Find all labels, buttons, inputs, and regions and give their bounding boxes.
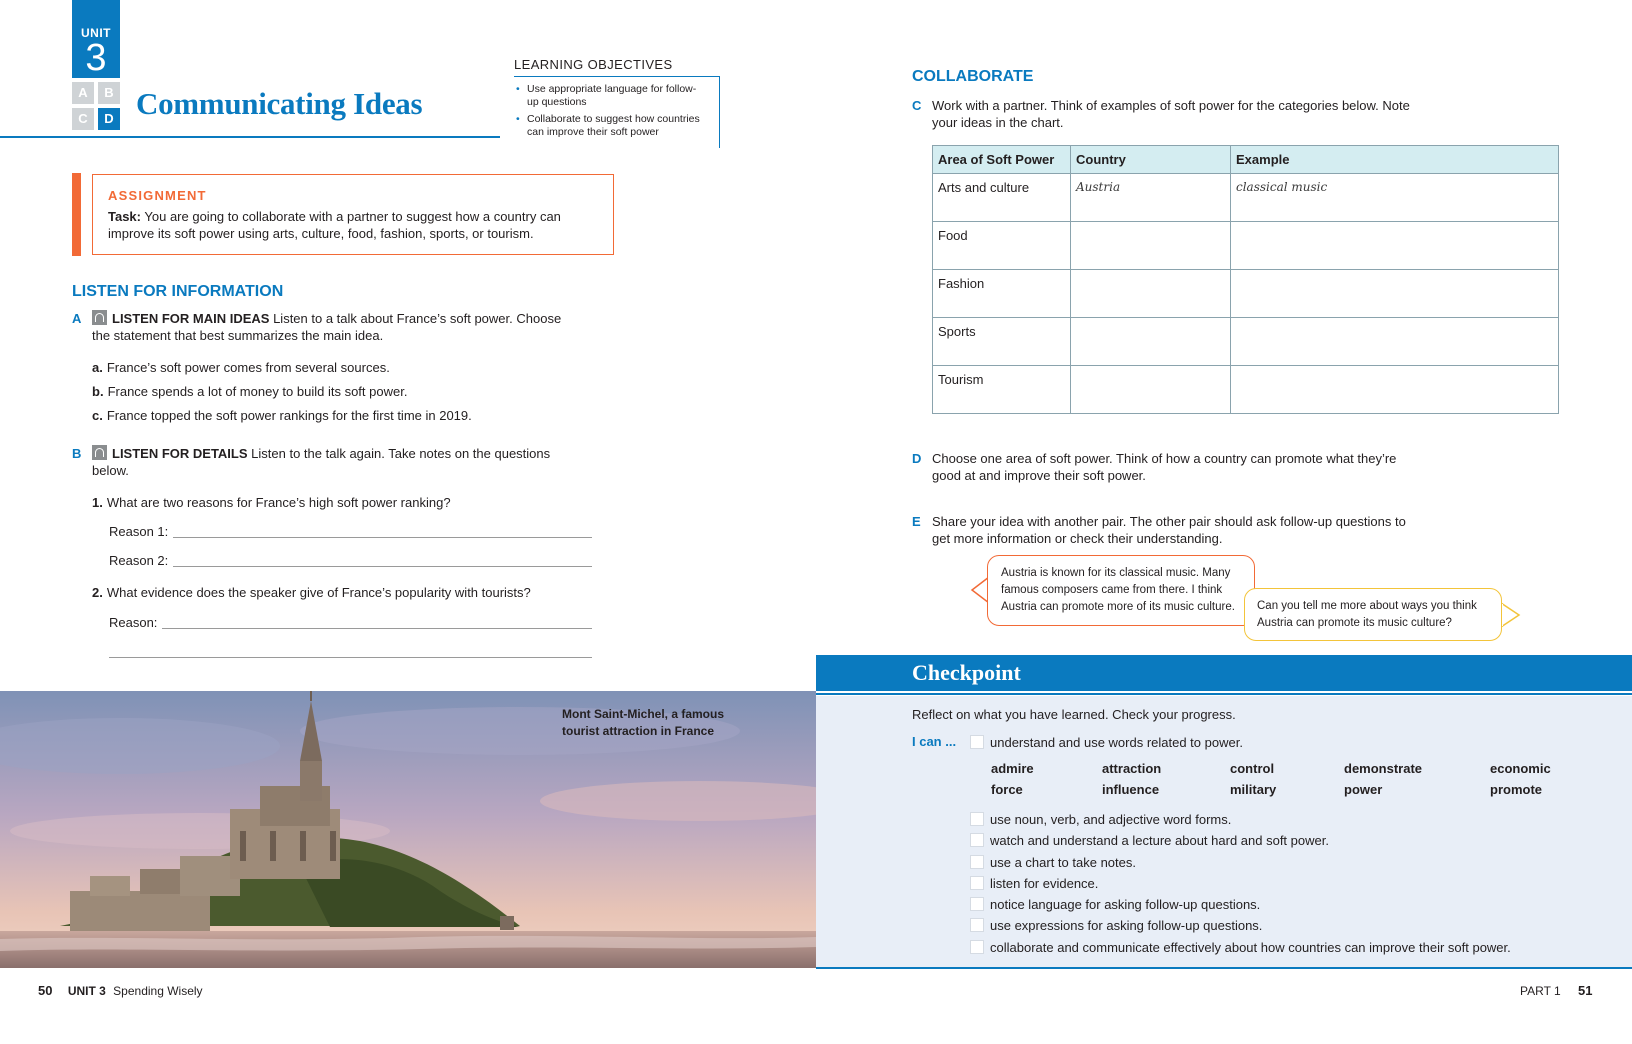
reason-2-label: Reason 2: (109, 553, 169, 568)
part-d-tab-active: D (98, 108, 120, 130)
table-cell-area: Fashion (933, 270, 1071, 318)
unit-number: 3 (85, 37, 107, 79)
reason-label: Reason: (109, 615, 158, 630)
option-c[interactable] (92, 407, 472, 424)
progress-checkbox[interactable] (970, 833, 984, 847)
objective-line: Collaborate to suggest how countries (527, 113, 700, 125)
learning-objectives-box (514, 76, 720, 148)
table-cell-example[interactable]: classical music (1231, 174, 1559, 222)
table-cell-example[interactable] (1231, 222, 1559, 270)
vocab-word: economic (1490, 761, 1551, 776)
part-a-tab: A (72, 82, 94, 104)
vocab-word: force (991, 782, 1023, 797)
option-text: France topped the soft power rankings for the first time in 2019. (106, 408, 472, 423)
footer-part: PART 1 (1520, 984, 1561, 998)
checkpoint-item: use expressions for asking follow-up questions. (990, 918, 1263, 933)
instruction-line: below. (92, 463, 129, 478)
table-row (933, 366, 1559, 414)
checkpoint-bottom-rule (816, 967, 1632, 969)
instruction-line: Share your idea with another pair. The other pair should ask follow-up questions to (932, 514, 1406, 529)
table-header: Area of Soft Power (933, 146, 1071, 174)
option-text: France spends a lot of money to build its soft power. (107, 384, 408, 399)
table-cell-area: Tourism (933, 366, 1071, 414)
progress-checkbox[interactable] (970, 940, 984, 954)
exercise-a-label: LISTEN FOR MAIN IDEAS (112, 311, 270, 326)
speech-bubble-1 (987, 555, 1255, 626)
page-number: 51 (1578, 983, 1593, 998)
table-cell-area: Arts and culture (933, 174, 1071, 222)
table-cell-area: Food (933, 222, 1071, 270)
unit-parts-grid (72, 82, 120, 130)
audio-icon[interactable] (92, 445, 107, 460)
photo-caption (562, 706, 724, 740)
vocab-word: influence (1102, 782, 1160, 797)
table-header-row (933, 146, 1559, 174)
question-number: 1. (92, 495, 103, 510)
exercise-a-instructions (92, 310, 612, 344)
i-can-label: I can ... (912, 734, 957, 749)
checkpoint-intro: Reflect on what you have learned. Check your progress. (912, 707, 1236, 722)
collaborate-heading: COLLABORATE (912, 68, 1034, 85)
assignment-line: improve its soft power using arts, culture, food, fashion, sports, or tourism. (108, 226, 534, 241)
checkpoint-item: use a chart to take notes. (990, 855, 1136, 870)
reason-1-answer-line[interactable] (173, 537, 592, 538)
exercise-b-letter: B (72, 446, 82, 461)
exercise-d-instructions (932, 450, 1572, 484)
right-footer (1520, 983, 1593, 998)
caption-line: tourist attraction in France (562, 724, 715, 738)
checkpoint-item: use noun, verb, and adjective word forms. (990, 812, 1232, 827)
caption-line: Mont Saint-Michel, a famous (562, 707, 725, 721)
table-cell-country[interactable] (1071, 222, 1231, 270)
table-cell-example[interactable] (1231, 270, 1559, 318)
bubble-line: Austria is known for its classical music. Many (1001, 567, 1231, 579)
bubble-line: Austria can promote its music culture? (1257, 617, 1452, 629)
table-row (933, 318, 1559, 366)
table-cell-country[interactable] (1071, 270, 1231, 318)
assignment-label: ASSIGNMENT (108, 188, 207, 203)
option-a[interactable] (92, 359, 390, 376)
footer-unit: UNIT 3 (67, 984, 106, 998)
table-cell-country[interactable] (1071, 318, 1231, 366)
question-number: 2. (92, 585, 103, 600)
left-footer (38, 983, 203, 998)
exercise-b-instructions (92, 445, 612, 479)
speech-bubble-2 (1244, 588, 1502, 641)
vocab-word: promote (1490, 782, 1542, 797)
table-header: Country (1071, 146, 1231, 174)
table-cell-example[interactable] (1231, 318, 1559, 366)
table-row (933, 270, 1559, 318)
progress-checkbox[interactable] (970, 897, 984, 911)
reason-answer-line-2[interactable] (109, 657, 592, 658)
checkpoint-item: listen for evidence. (990, 876, 1099, 891)
audio-icon[interactable] (92, 310, 107, 325)
question-2 (92, 584, 531, 601)
table-row (933, 222, 1559, 270)
instruction-line: get more information or check their understanding. (932, 531, 1223, 546)
part-c-tab: C (72, 108, 94, 130)
table-cell-country[interactable]: Austria (1071, 174, 1231, 222)
question-text: What are two reasons for France’s high soft power ranking? (106, 495, 451, 510)
unit-label: UNIT (81, 26, 111, 40)
objective-line: up questions (527, 96, 587, 108)
table-cell-area: Sports (933, 318, 1071, 366)
vocab-word: admire (991, 761, 1034, 776)
instruction-line: Work with a partner. Think of examples of soft power for the categories below. Note (932, 98, 1410, 113)
instruction-line: Listen to a talk about France’s soft power. Choose (273, 311, 562, 326)
instruction-line: Choose one area of soft power. Think of how a country can promote what they’re (932, 451, 1397, 466)
bubble-line: famous composers came from there. I think (1001, 584, 1223, 596)
vocab-word: demonstrate (1344, 761, 1423, 776)
question-1 (92, 494, 451, 511)
page-number: 50 (38, 983, 53, 998)
question-text: What evidence does the speaker give of France’s popularity with tourists? (106, 585, 531, 600)
assignment-box (92, 174, 614, 255)
objective-line: can improve their soft power (527, 126, 659, 138)
checkpoint-item: notice language for asking follow-up questions. (990, 897, 1261, 912)
assignment-text (108, 208, 597, 242)
table-cell-example[interactable] (1231, 366, 1559, 414)
checkpoint-item: understand and use words related to power. (990, 735, 1243, 750)
assignment-accent-bar (72, 173, 81, 256)
progress-checkbox[interactable] (970, 855, 984, 869)
exercise-a-letter: A (72, 311, 82, 326)
checkpoint-item: watch and understand a lecture about hard and soft power. (990, 833, 1329, 848)
vocab-word: attraction (1102, 761, 1162, 776)
vocab-word: military (1230, 782, 1277, 797)
footer-unit-title: Spending Wisely (113, 984, 203, 998)
progress-checkbox[interactable] (970, 735, 984, 749)
unit-badge (72, 0, 120, 78)
bubble-line: Austria can promote more of its music culture. (1001, 601, 1235, 613)
objective-line: Use appropriate language for follow- (527, 83, 697, 95)
instruction-line: good at and improve their soft power. (932, 468, 1146, 483)
exercise-d-letter: D (912, 451, 922, 466)
instruction-line: Listen to the talk again. Take notes on the questions (251, 446, 551, 461)
vocab-word: control (1230, 761, 1275, 776)
objective-item (514, 113, 713, 139)
table-cell-country[interactable] (1071, 366, 1231, 414)
bubble-line: Can you tell me more about ways you think (1257, 600, 1477, 612)
part-b-tab: B (98, 82, 120, 104)
title-rule (0, 136, 500, 138)
reason-2-answer-line[interactable] (173, 566, 592, 567)
checkpoint-title: Checkpoint (912, 660, 1021, 685)
option-key: a. (92, 360, 103, 375)
assignment-line: You are going to collaborate with a partner to suggest how a country can (144, 209, 561, 224)
listen-heading: LISTEN FOR INFORMATION (72, 283, 284, 300)
reason-answer-line[interactable] (162, 628, 592, 629)
instruction-line: your ideas in the chart. (932, 115, 1064, 130)
option-text: France’s soft power comes from several sources. (106, 360, 390, 375)
table-header: Example (1231, 146, 1559, 174)
table-row (933, 174, 1559, 222)
exercise-b-label: LISTEN FOR DETAILS (112, 446, 248, 461)
page-title: Communicating Ideas (136, 86, 423, 121)
option-key: c. (92, 408, 103, 423)
objective-item (514, 83, 713, 109)
bubble-2-tail (1500, 601, 1522, 629)
exercise-e-letter: E (912, 514, 921, 529)
instruction-line: the statement that best summarizes the main idea. (92, 328, 384, 343)
task-label: Task: (108, 209, 141, 224)
checkpoint-item: collaborate and communicate effectively about how countries can improve their soft power. (990, 940, 1511, 955)
exercise-e-instructions (932, 513, 1572, 547)
option-key: b. (92, 384, 104, 399)
vocab-word: power (1344, 782, 1383, 797)
learning-objectives-heading: LEARNING OBJECTIVES (514, 57, 673, 72)
exercise-c-instructions (932, 97, 1572, 131)
soft-power-chart (932, 145, 1559, 414)
checkpoint-rule (816, 693, 1632, 695)
reason-1-label: Reason 1: (109, 524, 169, 539)
progress-checkbox[interactable] (970, 918, 984, 932)
option-b[interactable] (92, 383, 407, 400)
progress-checkbox[interactable] (970, 876, 984, 890)
exercise-c-letter: C (912, 98, 922, 113)
progress-checkbox[interactable] (970, 812, 984, 826)
